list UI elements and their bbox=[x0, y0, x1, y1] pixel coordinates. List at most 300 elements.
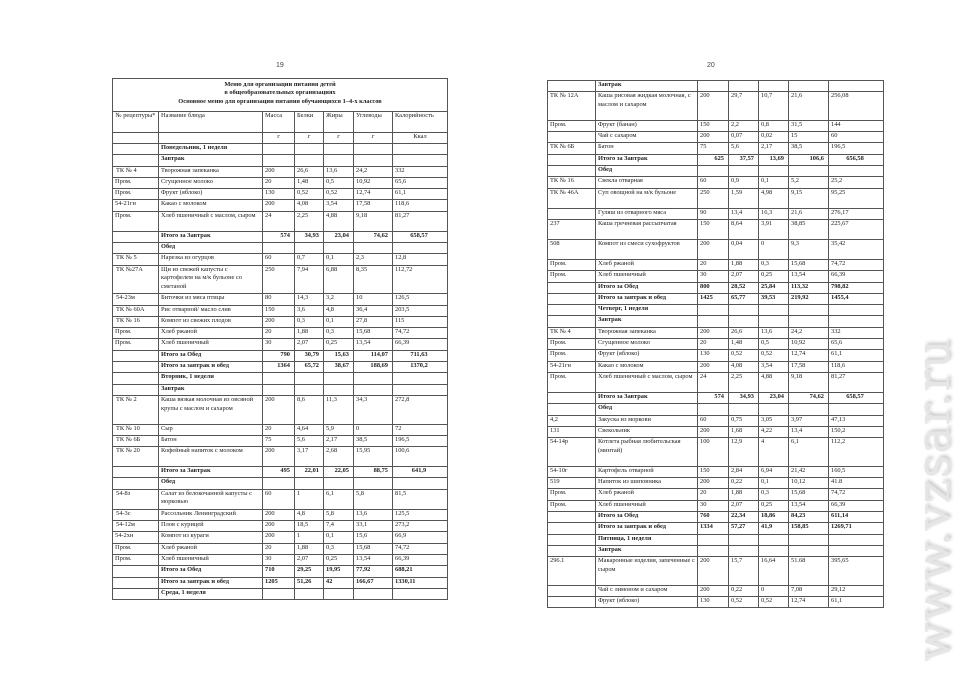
calories-cell: 1330,11 bbox=[393, 577, 448, 588]
recipe-code-cell bbox=[548, 585, 596, 596]
mass-cell bbox=[698, 534, 729, 545]
recipe-code-cell: ТК № 16 bbox=[548, 177, 596, 188]
fat-cell: 4,88 bbox=[324, 211, 354, 231]
protein-cell: 65,77 bbox=[729, 293, 759, 304]
mass-cell: 20 bbox=[263, 328, 295, 339]
calories-cell: 1455,4 bbox=[829, 293, 884, 304]
dish-name-cell: Итого за завтрак и обед bbox=[159, 577, 263, 588]
recipe-code-cell: 54-21гн bbox=[548, 361, 596, 372]
carbs-cell: 10,12 bbox=[789, 478, 829, 489]
table-row bbox=[548, 596, 884, 607]
carbs-cell bbox=[789, 305, 829, 316]
protein-cell: 7,94 bbox=[295, 265, 324, 294]
table-row bbox=[113, 294, 448, 305]
mass-cell: 60 bbox=[263, 489, 295, 509]
dish-name-cell: Хлеб пшеничный bbox=[159, 339, 263, 350]
recipe-code-cell: 54-3с bbox=[113, 509, 159, 520]
calories-cell: 711,63 bbox=[393, 350, 448, 361]
dish-name-cell: Свекла отварная bbox=[596, 177, 698, 188]
calories-cell bbox=[393, 384, 448, 395]
fat-cell: 13,6 bbox=[759, 327, 789, 338]
dish-name-cell: Пятница, 1 неделя bbox=[596, 534, 698, 545]
calories-cell: 125,5 bbox=[393, 509, 448, 520]
table-row bbox=[548, 259, 884, 270]
dish-name-cell: Обед bbox=[596, 166, 698, 177]
fat-cell: 0,52 bbox=[759, 350, 789, 361]
fat-cell: 0,1 bbox=[759, 177, 789, 188]
calories-cell: 61,1 bbox=[829, 350, 884, 361]
carbs-cell: 106,6 bbox=[789, 154, 829, 165]
mass-cell: 100 bbox=[698, 438, 729, 467]
mass-cell bbox=[698, 545, 729, 556]
unit-cell bbox=[159, 133, 263, 144]
dish-name-cell: Сгущенное молоко bbox=[596, 339, 698, 350]
total-row bbox=[113, 231, 448, 242]
recipe-code-cell bbox=[548, 404, 596, 415]
carbs-cell bbox=[354, 144, 393, 155]
total-row bbox=[113, 467, 448, 478]
dish-name-cell: Итого за завтрак и обед bbox=[596, 293, 698, 304]
total-row bbox=[113, 362, 448, 373]
carbs-cell: 7,08 bbox=[789, 585, 829, 596]
fat-cell: 0,3 bbox=[759, 489, 789, 500]
table-row bbox=[548, 339, 884, 350]
carbs-cell: 15,68 bbox=[789, 259, 829, 270]
total-row bbox=[113, 350, 448, 361]
carbs-cell bbox=[789, 316, 829, 327]
mass-cell: 200 bbox=[263, 447, 295, 467]
table-row bbox=[113, 200, 448, 211]
fat-cell bbox=[324, 588, 354, 599]
mass-cell: 625 bbox=[698, 154, 729, 165]
carbs-cell: 74,62 bbox=[354, 231, 393, 242]
dish-name-cell: Сгущенное молоко bbox=[159, 177, 263, 188]
recipe-code-cell: 4,2 bbox=[548, 415, 596, 426]
mass-cell bbox=[263, 144, 295, 155]
dish-name-cell: Нарезка из огурцов bbox=[159, 254, 263, 265]
protein-cell: 37,57 bbox=[729, 154, 759, 165]
fat-cell: 0,5 bbox=[759, 339, 789, 350]
protein-cell: 0,04 bbox=[729, 239, 759, 259]
carbs-cell: 31,5 bbox=[789, 120, 829, 131]
recipe-code-cell: ТК № 46А bbox=[548, 188, 596, 208]
recipe-code-cell: 54-2хн bbox=[113, 532, 159, 543]
protein-cell: 1,68 bbox=[729, 426, 759, 437]
table-title-row bbox=[113, 79, 448, 112]
recipe-code-cell bbox=[548, 305, 596, 316]
fat-cell: 6,94 bbox=[759, 466, 789, 477]
protein-cell: 34,93 bbox=[295, 231, 324, 242]
mass-cell: 60 bbox=[698, 177, 729, 188]
calories-cell: 74,72 bbox=[829, 259, 884, 270]
protein-cell: 51,26 bbox=[295, 577, 324, 588]
protein-cell bbox=[729, 534, 759, 545]
dish-name-cell: Котлета рыбная любительская (минтай) bbox=[596, 438, 698, 467]
recipe-code-cell: Пром. bbox=[113, 211, 159, 231]
table-row bbox=[113, 424, 448, 435]
fat-cell: 0,25 bbox=[759, 500, 789, 511]
recipe-code-cell: Пром. bbox=[548, 372, 596, 392]
protein-cell: 22,01 bbox=[295, 467, 324, 478]
protein-cell: 2,07 bbox=[295, 339, 324, 350]
mass-cell: 1334 bbox=[698, 523, 729, 534]
units-row bbox=[113, 133, 448, 144]
calories-cell: 47,13 bbox=[829, 415, 884, 426]
dish-name-cell: Завтрак bbox=[596, 316, 698, 327]
dish-name-cell: Батон bbox=[159, 435, 263, 446]
dish-name-cell: Напиток из шиповника bbox=[596, 478, 698, 489]
table-row bbox=[548, 489, 884, 500]
fat-cell bbox=[324, 373, 354, 384]
carbs-cell: 166,67 bbox=[354, 577, 393, 588]
calories-cell: 35,42 bbox=[829, 239, 884, 259]
carbs-cell bbox=[789, 166, 829, 177]
table-row bbox=[113, 211, 448, 231]
recipe-code-cell: 54-12м bbox=[113, 521, 159, 532]
mass-cell: 1425 bbox=[698, 293, 729, 304]
fat-cell: 7,4 bbox=[324, 521, 354, 532]
mass-cell: 60 bbox=[698, 415, 729, 426]
recipe-code-cell: ТК № 60А bbox=[113, 305, 159, 316]
calories-cell: 41.8 bbox=[829, 478, 884, 489]
protein-cell: 12,9 bbox=[729, 438, 759, 467]
protein-cell: 1,48 bbox=[295, 177, 324, 188]
calories-cell bbox=[393, 373, 448, 384]
protein-cell: 1 bbox=[295, 532, 324, 543]
title-line: в общеобразовательных организациях bbox=[224, 89, 336, 97]
mass-cell: 200 bbox=[698, 557, 729, 586]
dish-name-cell: Итого за Обед bbox=[159, 350, 263, 361]
table-row bbox=[113, 532, 448, 543]
fat-cell: 16,3 bbox=[759, 208, 789, 219]
calories-cell: 60 bbox=[829, 132, 884, 143]
dish-name-cell: Итого за Обед bbox=[159, 566, 263, 577]
table-row bbox=[548, 372, 884, 392]
mass-cell: 130 bbox=[698, 596, 729, 607]
carbs-cell: 21,6 bbox=[789, 92, 829, 121]
table-row bbox=[548, 557, 884, 586]
fat-cell: 2,17 bbox=[324, 435, 354, 446]
calories-cell: 798,82 bbox=[829, 282, 884, 293]
fat-cell: 0,52 bbox=[324, 189, 354, 200]
mass-cell: 200 bbox=[698, 132, 729, 143]
protein-cell: 8,64 bbox=[729, 219, 759, 239]
carbs-cell: 9,3 bbox=[789, 239, 829, 259]
calories-cell: 118,6 bbox=[829, 361, 884, 372]
calories-cell: 72 bbox=[393, 424, 448, 435]
calories-cell bbox=[393, 155, 448, 166]
carbs-cell bbox=[789, 81, 829, 92]
protein-cell: 4,8 bbox=[295, 509, 324, 520]
section-row bbox=[548, 316, 884, 327]
protein-cell bbox=[729, 316, 759, 327]
section-row bbox=[548, 404, 884, 415]
dish-name-cell: Хлеб пшеничный с маслом, сыром bbox=[159, 211, 263, 231]
recipe-code-cell: Пром. bbox=[113, 554, 159, 565]
dish-name-cell: Плов с курицей bbox=[159, 521, 263, 532]
table-row bbox=[113, 339, 448, 350]
mass-cell: 90 bbox=[698, 208, 729, 219]
dish-name-cell: Хлеб пшеничный bbox=[596, 500, 698, 511]
calories-cell bbox=[829, 305, 884, 316]
protein-cell bbox=[295, 144, 324, 155]
recipe-code-cell: 54-8з bbox=[113, 489, 159, 509]
header-fat: Жиры bbox=[324, 112, 354, 133]
calories-cell: 66,9 bbox=[393, 532, 448, 543]
table-row bbox=[113, 509, 448, 520]
carbs-cell: 24,2 bbox=[354, 166, 393, 177]
recipe-code-cell bbox=[113, 243, 159, 254]
protein-cell: 1,88 bbox=[295, 543, 324, 554]
dish-name-cell: Творожная запеканка bbox=[596, 327, 698, 338]
fat-cell: 0,8 bbox=[759, 120, 789, 131]
dish-name-cell: Какао с молоком bbox=[596, 361, 698, 372]
carbs-cell: 13,54 bbox=[354, 554, 393, 565]
recipe-code-cell bbox=[548, 316, 596, 327]
protein-cell: 2,07 bbox=[295, 554, 324, 565]
table-row bbox=[548, 478, 884, 489]
protein-cell: 0,52 bbox=[295, 189, 324, 200]
protein-cell: 0,52 bbox=[729, 350, 759, 361]
fat-cell bbox=[324, 384, 354, 395]
mass-cell: 1205 bbox=[263, 577, 295, 588]
fat-cell: 42 bbox=[324, 577, 354, 588]
fat-cell: 4,98 bbox=[759, 188, 789, 208]
carbs-cell: 113,32 bbox=[789, 282, 829, 293]
recipe-code-cell bbox=[548, 282, 596, 293]
protein-cell: 0,52 bbox=[729, 596, 759, 607]
recipe-code-cell bbox=[113, 588, 159, 599]
protein-cell: 5,6 bbox=[295, 435, 324, 446]
total-row bbox=[548, 523, 884, 534]
watermark-text: www.vzsar.ru bbox=[906, 338, 960, 662]
fat-cell bbox=[759, 404, 789, 415]
protein-cell: 4,64 bbox=[295, 424, 324, 435]
protein-cell: 2,84 bbox=[729, 466, 759, 477]
carbs-cell: 10 bbox=[354, 294, 393, 305]
protein-cell: 0,7 bbox=[295, 254, 324, 265]
page-number-left: 19 bbox=[276, 62, 284, 69]
mass-cell bbox=[263, 155, 295, 166]
protein-cell: 1 bbox=[295, 489, 324, 509]
dish-name-cell: Итого за Обед bbox=[596, 282, 698, 293]
header-carbs: Углеводы bbox=[354, 112, 393, 133]
table-row bbox=[113, 554, 448, 565]
protein-cell: 29,25 bbox=[295, 566, 324, 577]
fat-cell: 38,67 bbox=[324, 362, 354, 373]
menu-table-right bbox=[547, 80, 884, 608]
mass-cell: 150 bbox=[698, 466, 729, 477]
protein-cell: 2,07 bbox=[729, 271, 759, 282]
protein-cell: 4,08 bbox=[729, 361, 759, 372]
protein-cell: 18,5 bbox=[295, 521, 324, 532]
carbs-cell: 2,3 bbox=[354, 254, 393, 265]
dish-name-cell: Завтрак bbox=[596, 81, 698, 92]
fat-cell: 3,05 bbox=[759, 415, 789, 426]
dish-name-cell: Каша рисовая жидкая молочная, с маслом и сахаром bbox=[596, 92, 698, 121]
mass-cell: 20 bbox=[698, 489, 729, 500]
recipe-code-cell: ТК №27А bbox=[113, 265, 159, 294]
calories-cell: 144 bbox=[829, 120, 884, 131]
fat-cell: 4,8 bbox=[324, 305, 354, 316]
fat-cell: 0,3 bbox=[759, 259, 789, 270]
calories-cell: 112,2 bbox=[829, 438, 884, 467]
section-row bbox=[548, 166, 884, 177]
mass-cell: 24 bbox=[263, 211, 295, 231]
table-row bbox=[548, 466, 884, 477]
dish-name-cell: Картофель отварной bbox=[596, 466, 698, 477]
calories-cell: 81,5 bbox=[393, 489, 448, 509]
fat-cell: 6,88 bbox=[324, 265, 354, 294]
protein-cell: 2,25 bbox=[729, 372, 759, 392]
carbs-cell: 6,1 bbox=[789, 438, 829, 467]
dish-name-cell: Творожная запеканка bbox=[159, 166, 263, 177]
fat-cell bbox=[759, 305, 789, 316]
carbs-cell: 0 bbox=[354, 424, 393, 435]
mass-cell: 30 bbox=[263, 339, 295, 350]
fat-cell: 0 bbox=[759, 585, 789, 596]
title-line: Меню для организации питания детей bbox=[224, 81, 336, 88]
carbs-cell: 21,6 bbox=[789, 208, 829, 219]
fat-cell: 0,52 bbox=[759, 596, 789, 607]
calories-cell: 61,1 bbox=[829, 596, 884, 607]
section-row bbox=[113, 478, 448, 489]
recipe-code-cell: 54-10г bbox=[548, 466, 596, 477]
fat-cell: 0,1 bbox=[324, 254, 354, 265]
recipe-code-cell bbox=[113, 155, 159, 166]
calories-cell: 74,72 bbox=[393, 328, 448, 339]
calories-cell bbox=[393, 144, 448, 155]
protein-cell: 1,88 bbox=[729, 259, 759, 270]
table-row bbox=[548, 239, 884, 259]
recipe-code-cell: 54-14р bbox=[548, 438, 596, 467]
fat-cell: 0,25 bbox=[324, 339, 354, 350]
recipe-code-cell: ТК № 2 bbox=[113, 395, 159, 424]
recipe-code-cell bbox=[548, 545, 596, 556]
fat-cell: 10,7 bbox=[759, 92, 789, 121]
dish-name-cell: Чай с лимоном и сахаром bbox=[596, 585, 698, 596]
calories-cell: 256,08 bbox=[829, 92, 884, 121]
header-protein: Белки bbox=[295, 112, 324, 133]
carbs-cell: 21,42 bbox=[789, 466, 829, 477]
dish-name-cell: Итого за Завтрак bbox=[159, 467, 263, 478]
protein-cell: 2,07 bbox=[729, 500, 759, 511]
protein-cell: 65,72 bbox=[295, 362, 324, 373]
dish-name-cell: Закуска из моркови bbox=[596, 415, 698, 426]
carbs-cell: 9,18 bbox=[789, 372, 829, 392]
table-row bbox=[113, 447, 448, 467]
section-row bbox=[548, 81, 884, 92]
mass-cell: 200 bbox=[263, 521, 295, 532]
recipe-code-cell bbox=[548, 132, 596, 143]
protein-cell: 0,75 bbox=[729, 415, 759, 426]
calories-cell: 112,72 bbox=[393, 265, 448, 294]
carbs-cell: 13,6 bbox=[354, 509, 393, 520]
carbs-cell: 51.68 bbox=[789, 557, 829, 586]
dish-name-cell: Вторник, 1 недели bbox=[159, 373, 263, 384]
menu-table-left bbox=[112, 78, 448, 600]
calories-cell: 66,39 bbox=[393, 554, 448, 565]
calories-cell: 225,67 bbox=[829, 219, 884, 239]
carbs-cell: 188,69 bbox=[354, 362, 393, 373]
fat-cell bbox=[324, 155, 354, 166]
dish-name-cell: Итого за Обед bbox=[596, 511, 698, 522]
mass-cell bbox=[263, 243, 295, 254]
fat-cell: 4 bbox=[759, 438, 789, 467]
fat-cell bbox=[324, 243, 354, 254]
header-row bbox=[113, 112, 448, 133]
carbs-cell: 12,74 bbox=[789, 350, 829, 361]
recipe-code-cell: ТК № 4 bbox=[548, 327, 596, 338]
protein-cell: 57,27 bbox=[729, 523, 759, 534]
fat-cell: 3,2 bbox=[324, 294, 354, 305]
dish-name-cell: Салат из белокочанной капусты с морковью bbox=[159, 489, 263, 509]
dish-name-cell: Батон bbox=[596, 143, 698, 154]
mass-cell: 200 bbox=[263, 395, 295, 424]
recipe-code-cell: Пром. bbox=[548, 339, 596, 350]
recipe-code-cell: 54-23м bbox=[113, 294, 159, 305]
calories-cell: 273,2 bbox=[393, 521, 448, 532]
fat-cell: 0,3 bbox=[324, 543, 354, 554]
mass-cell: 150 bbox=[698, 120, 729, 131]
calories-cell: 126,5 bbox=[393, 294, 448, 305]
fat-cell: 13,6 bbox=[324, 166, 354, 177]
calories-cell bbox=[829, 545, 884, 556]
mass-cell: 20 bbox=[263, 424, 295, 435]
table-row bbox=[548, 438, 884, 467]
calories-cell bbox=[393, 478, 448, 489]
protein-cell: 13,4 bbox=[729, 208, 759, 219]
recipe-code-cell: 508 bbox=[548, 239, 596, 259]
carbs-cell: 12,74 bbox=[789, 596, 829, 607]
dish-name-cell: Хлеб ржаной bbox=[159, 328, 263, 339]
carbs-cell: 12,74 bbox=[354, 189, 393, 200]
dish-name-cell: Фрукт (банан) bbox=[596, 120, 698, 131]
mass-cell: 20 bbox=[263, 177, 295, 188]
carbs-cell: 17,58 bbox=[354, 200, 393, 211]
carbs-cell: 13,4 bbox=[789, 426, 829, 437]
fat-cell: 0,1 bbox=[324, 532, 354, 543]
mass-cell bbox=[263, 373, 295, 384]
total-row bbox=[113, 566, 448, 577]
calories-cell: 81,27 bbox=[829, 372, 884, 392]
fat-cell: 23,04 bbox=[759, 392, 789, 403]
protein-cell bbox=[729, 166, 759, 177]
recipe-code-cell bbox=[548, 293, 596, 304]
section-row bbox=[113, 373, 448, 384]
mass-cell: 200 bbox=[263, 316, 295, 327]
recipe-code-cell: Пром. bbox=[548, 500, 596, 511]
mass-cell: 710 bbox=[263, 566, 295, 577]
recipe-code-cell: ТК № 10 bbox=[113, 424, 159, 435]
total-row bbox=[548, 392, 884, 403]
dish-name-cell: Свекольник bbox=[596, 426, 698, 437]
carbs-cell bbox=[354, 478, 393, 489]
dish-name-cell: Гуляш из отварного мяса bbox=[596, 208, 698, 219]
dish-name-cell: Обед bbox=[159, 243, 263, 254]
section-row bbox=[113, 155, 448, 166]
recipe-code-cell bbox=[548, 166, 596, 177]
watermark bbox=[905, 330, 960, 670]
table-row bbox=[548, 132, 884, 143]
fat-cell: 0,25 bbox=[759, 271, 789, 282]
carbs-cell: 15,68 bbox=[354, 543, 393, 554]
carbs-cell: 24,2 bbox=[789, 327, 829, 338]
table-row bbox=[113, 305, 448, 316]
protein-cell: 0,3 bbox=[295, 316, 324, 327]
calories-cell: 115 bbox=[393, 316, 448, 327]
unit-cell: Ккал bbox=[393, 133, 448, 144]
